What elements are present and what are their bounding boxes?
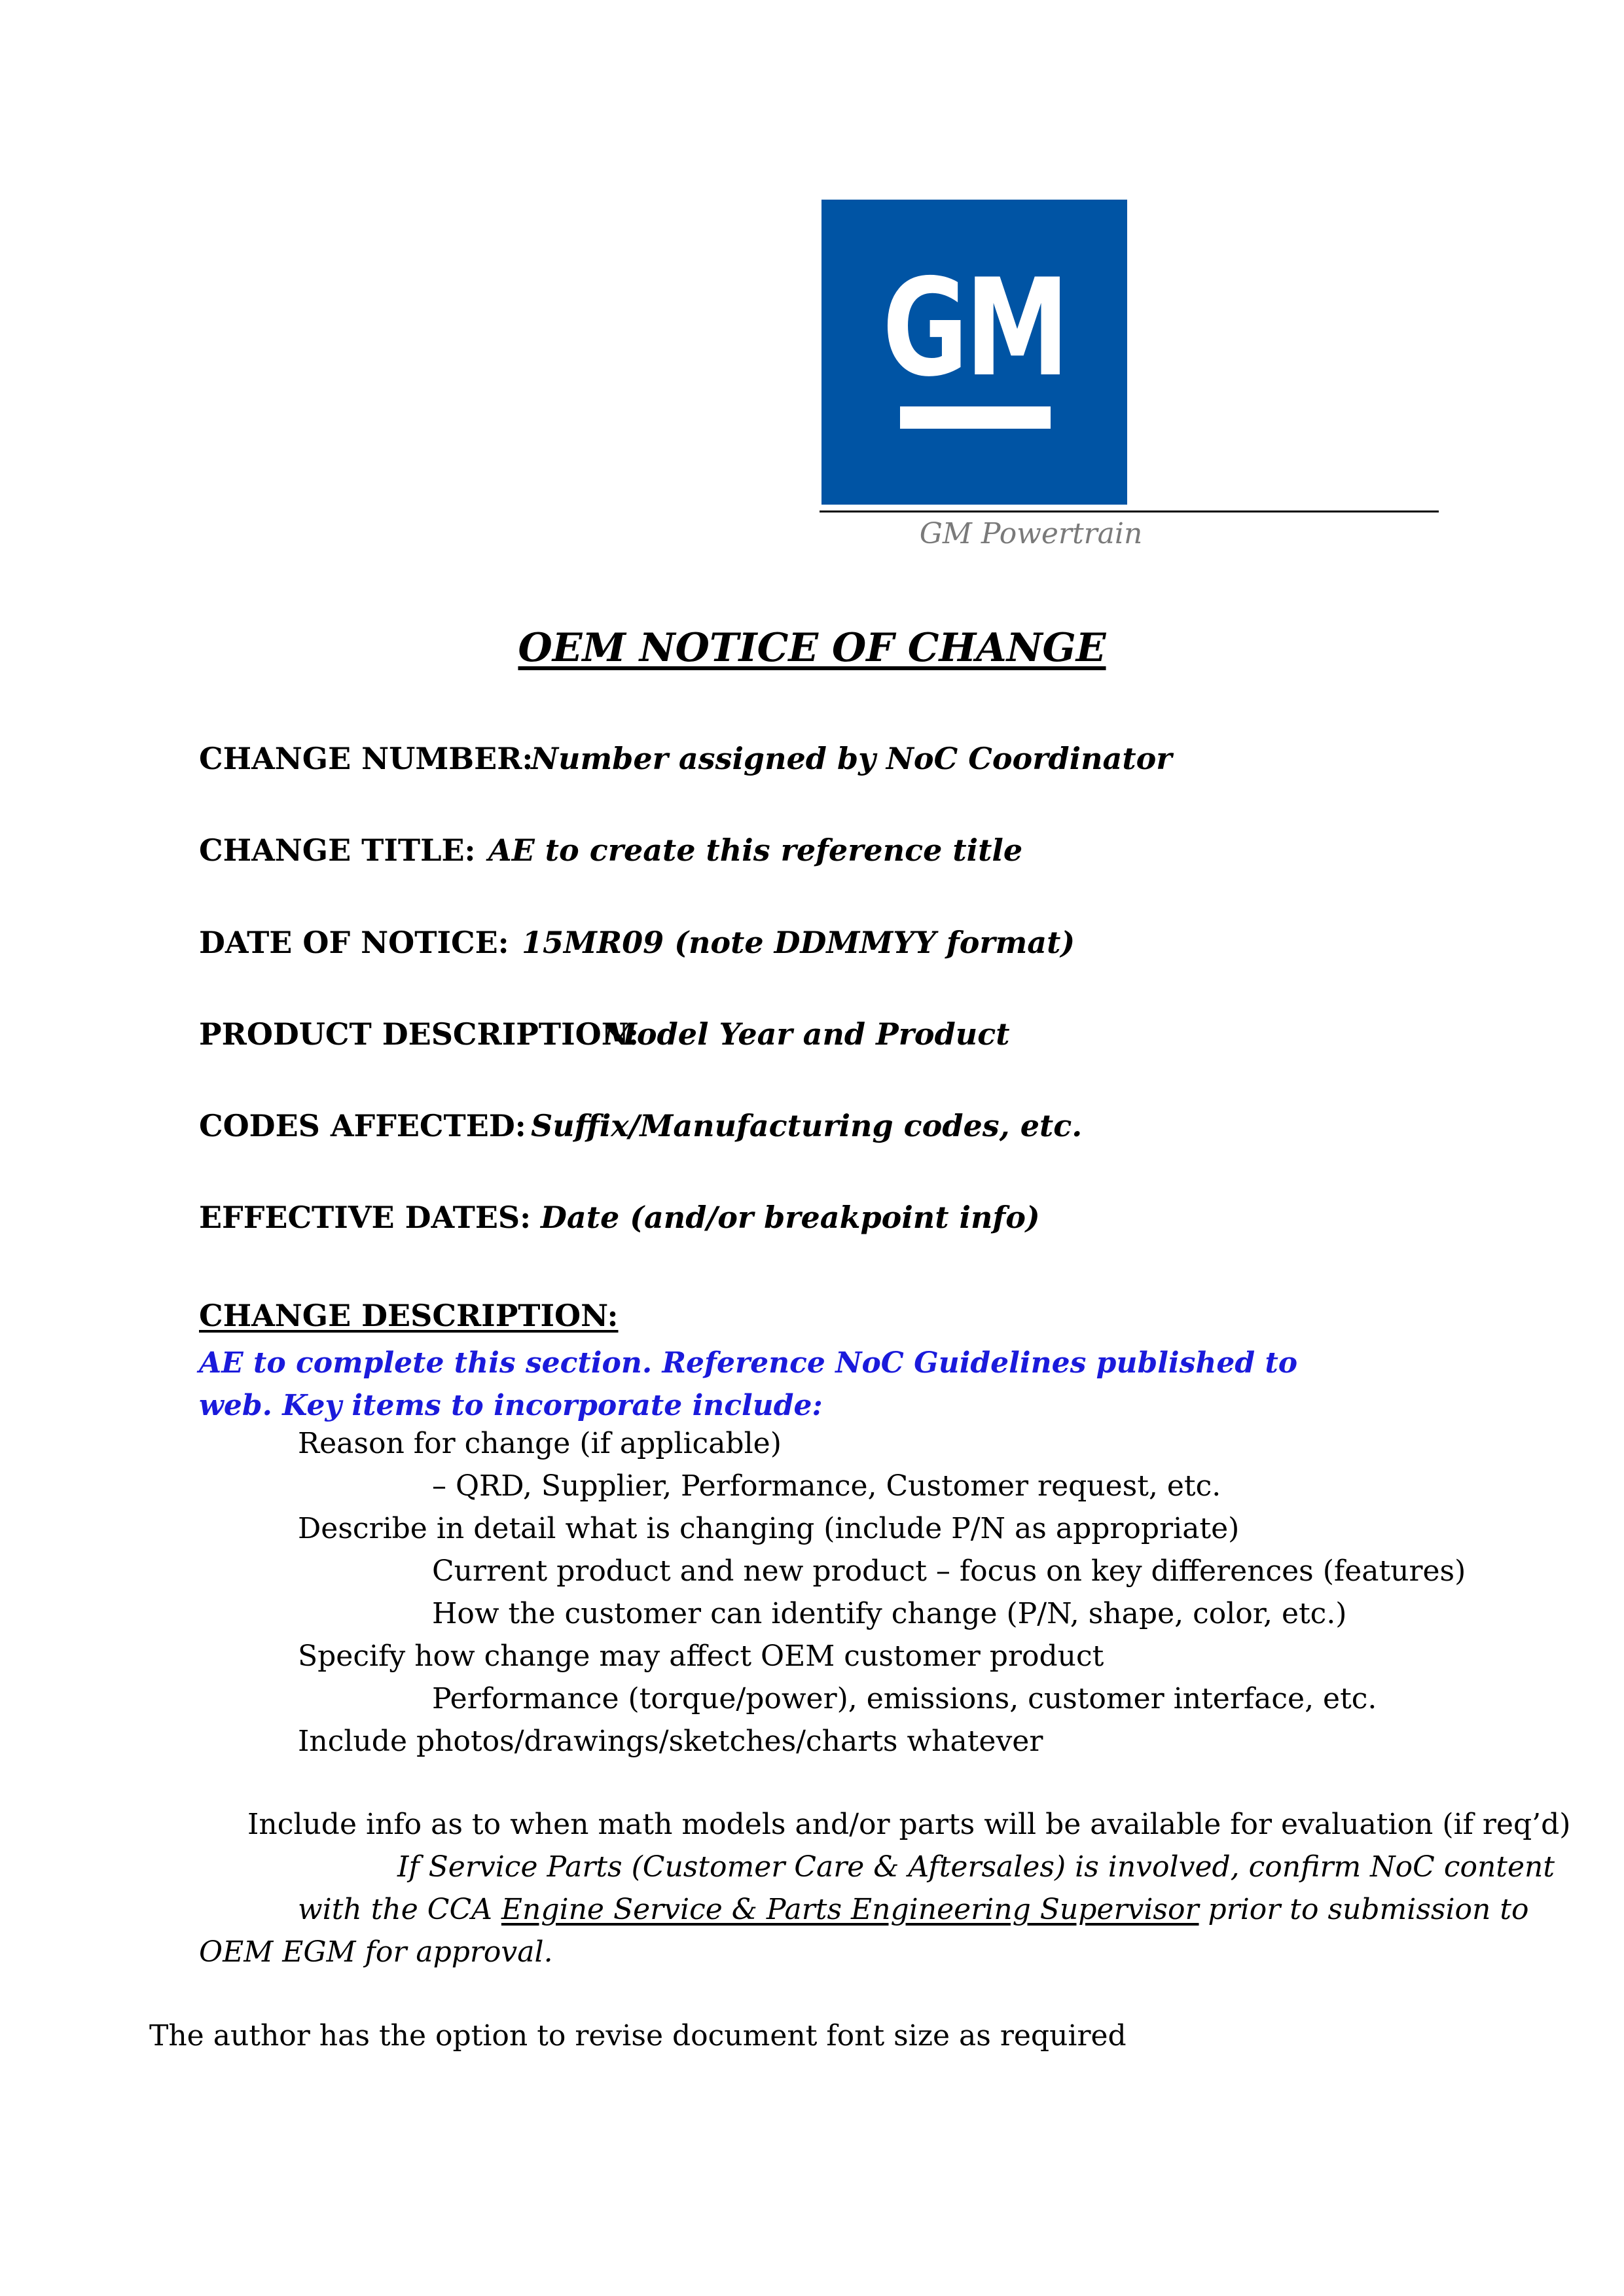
list-subitem: – QRD, Supplier, Performance, Customer request, etc. [432, 1469, 1221, 1503]
document-title: OEM NOTICE OF CHANGE [518, 625, 1106, 671]
field-value: 15MR09 (note DDMMYY format) [522, 925, 1075, 960]
field-value: AE to create this reference title [488, 833, 1023, 868]
field-label: CODES AFFECTED: [199, 1108, 526, 1143]
field-value: Model Year and Product [604, 1016, 1010, 1052]
list-subitem: Performance (torque/power), emissions, customer interface, etc. [432, 1682, 1377, 1715]
field-label: CHANGE TITLE: [199, 833, 476, 868]
math-models-note: Include info as to when math models and/or parts will be available for evaluation (if req’d) [247, 1808, 1571, 1841]
field-value: Suffix/Manufacturing codes, etc. [531, 1108, 1083, 1143]
list-item: Specify how change may affect OEM customer product [298, 1640, 1104, 1673]
service-note-line-1: If Service Parts (Customer Care & Aftersales) is involved, confirm NoC content [397, 1850, 1555, 1884]
service-note-line-2 [298, 1893, 1529, 1926]
field-label: CHANGE NUMBER: [199, 741, 533, 776]
list-subitem: Current product and new product – focus on key differences (features) [432, 1554, 1466, 1588]
header-rule [820, 511, 1439, 512]
supervisor-role: Engine Service & Parts Engineering Supervisor [501, 1893, 1199, 1926]
change-description-instruction: AE to complete this section. Reference NoC Guidelines published to web. Key items to incorporate include: [199, 1346, 1298, 1422]
logo-text: GM [882, 251, 1066, 406]
division-name: GM Powertrain [919, 517, 1143, 550]
field-label: DATE OF NOTICE: [199, 925, 509, 960]
list-item: Include photos/drawings/sketches/charts whatever [298, 1725, 1043, 1758]
field-value: Date (and/or breakpoint info) [541, 1200, 1040, 1235]
list-subitem: How the customer can identify change (P/N, shape, color, etc.) [432, 1597, 1347, 1630]
service-note-text: prior to submission to [1199, 1893, 1529, 1926]
gm-logo [821, 200, 1127, 505]
service-note-text: with the CCA [298, 1893, 501, 1926]
field-label: EFFECTIVE DATES: [199, 1200, 532, 1235]
change-description-heading: CHANGE DESCRIPTION: [199, 1298, 619, 1333]
logo-underline-bar [900, 406, 1051, 429]
list-item: Describe in detail what is changing (include P/N as appropriate) [298, 1512, 1240, 1545]
list-item: Reason for change (if applicable) [298, 1427, 782, 1460]
footer-note: The author has the option to revise document font size as required [149, 2019, 1127, 2053]
service-note-line-3: OEM EGM for approval. [199, 1935, 553, 1969]
field-value: Number assigned by NoC Coordinator [531, 741, 1172, 776]
field-label: PRODUCT DESCRIPTION: [199, 1016, 640, 1052]
